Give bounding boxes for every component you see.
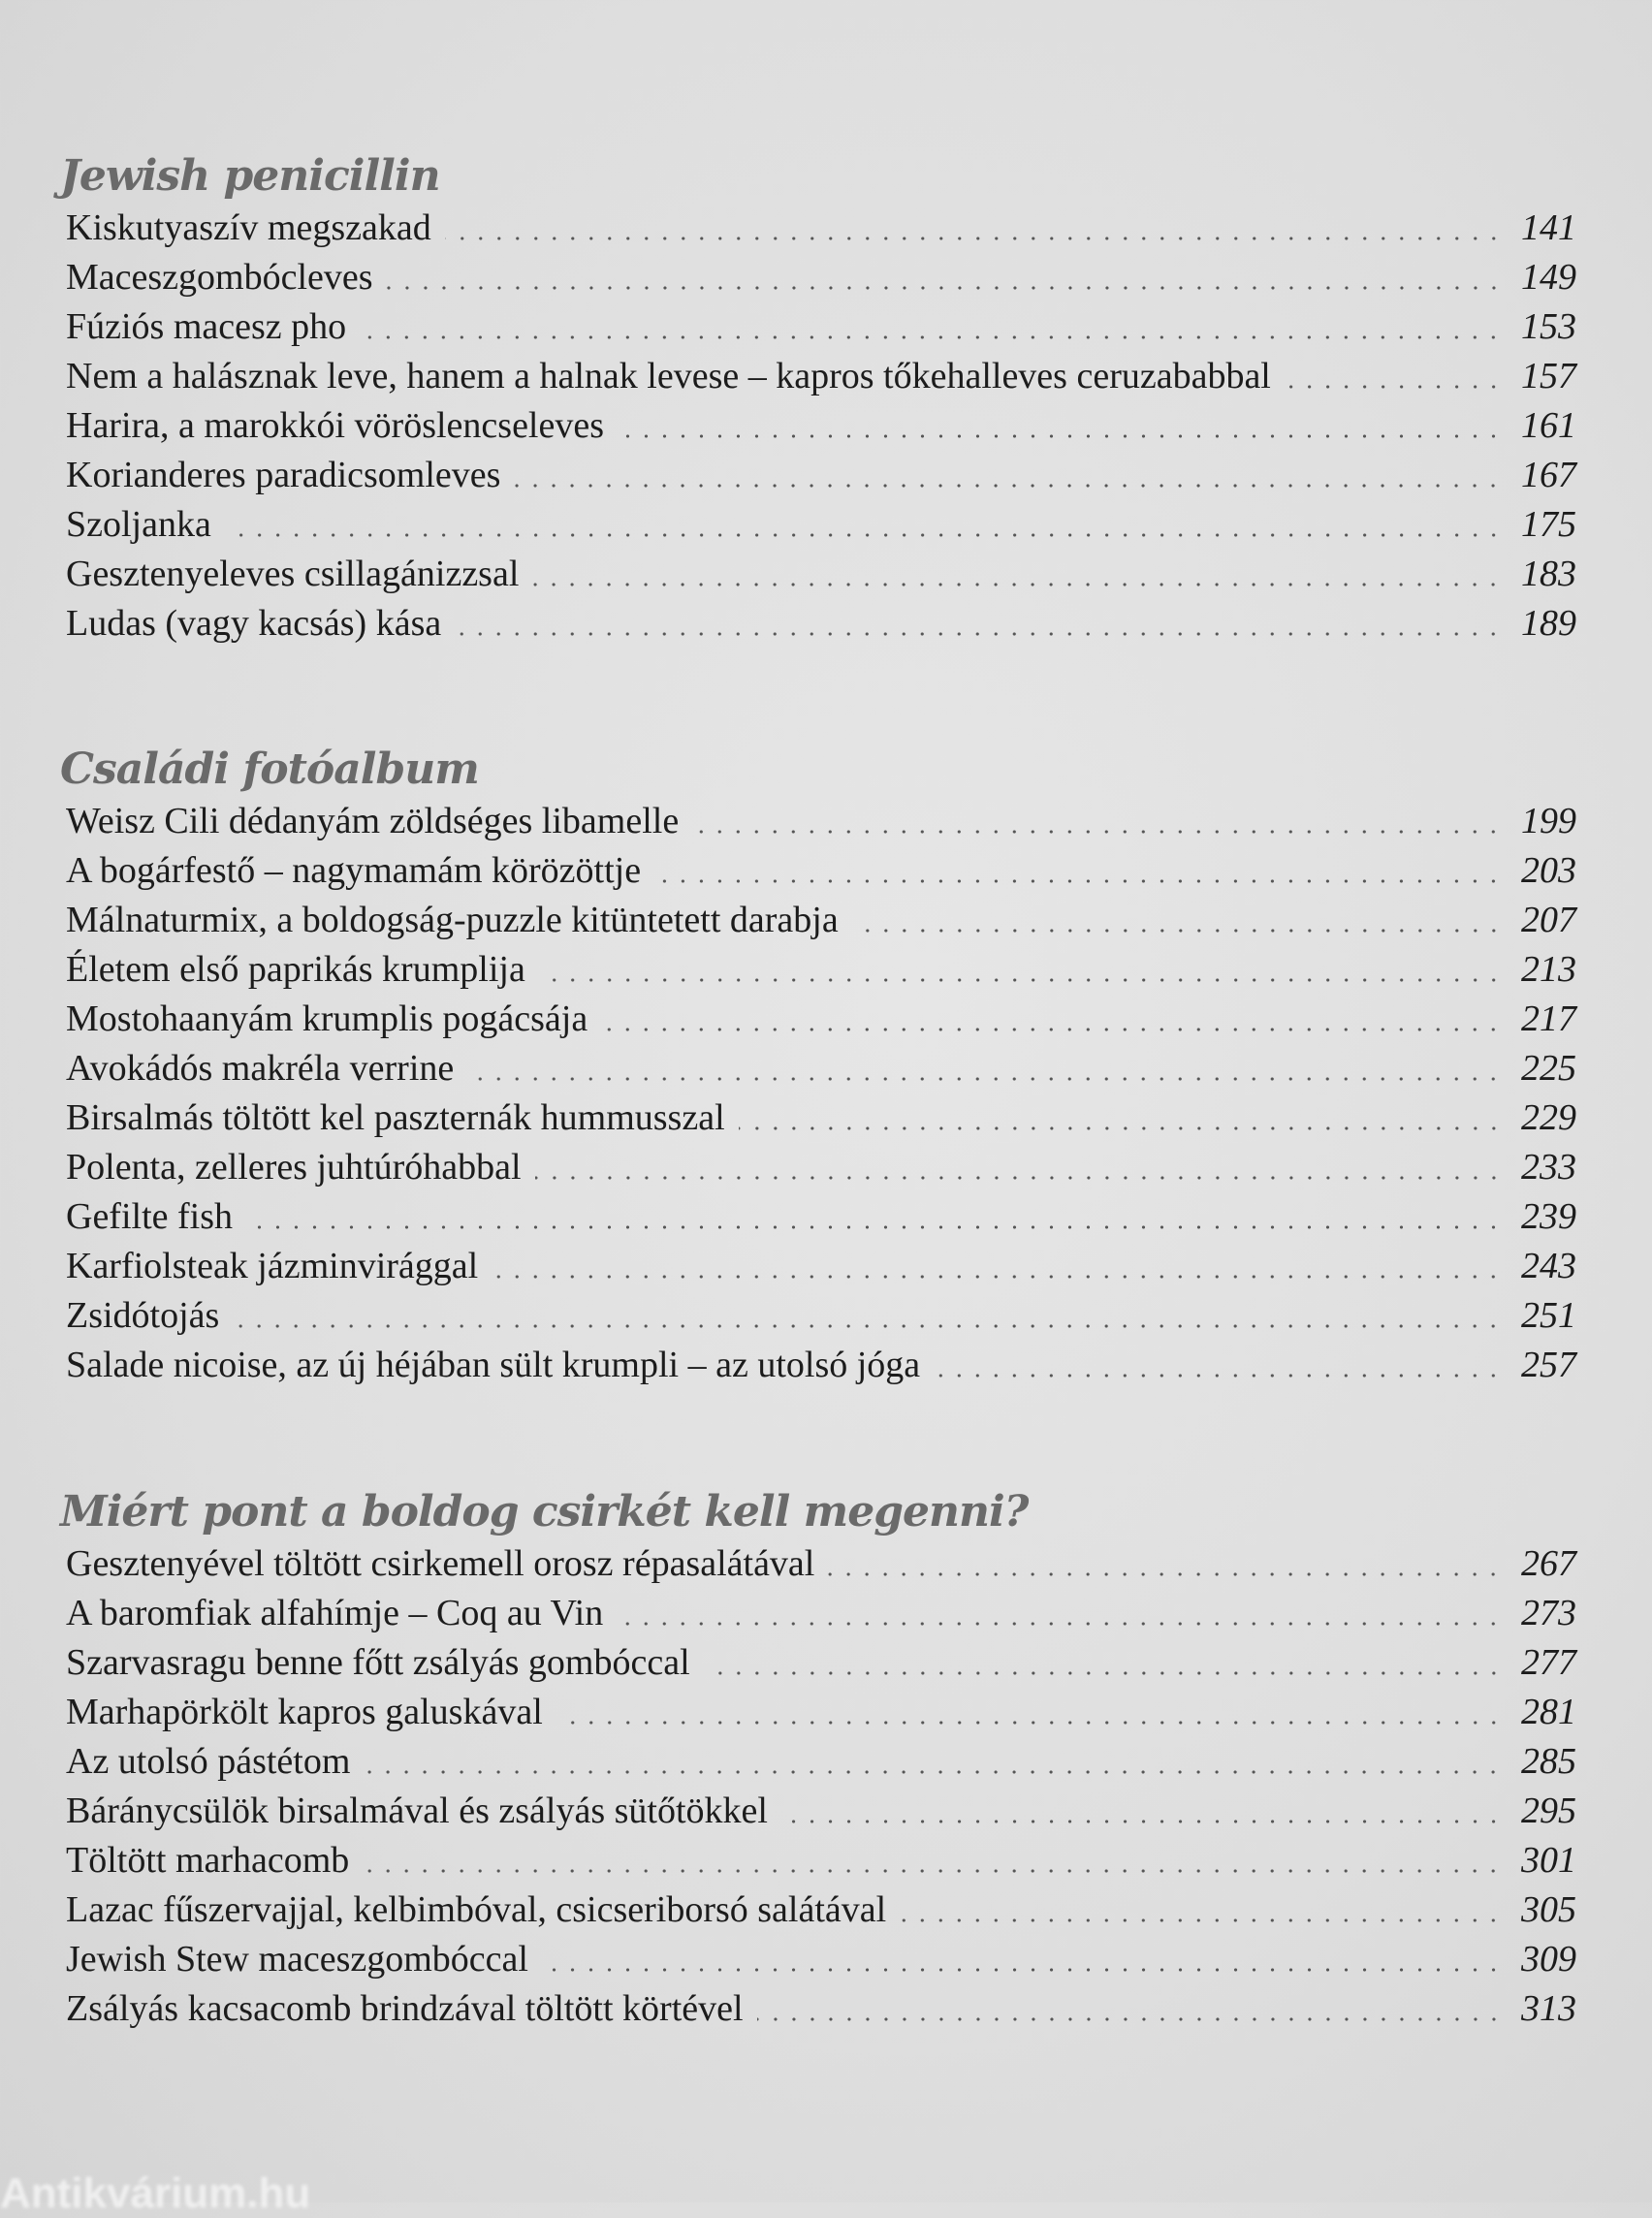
entry-title: Lazac fűszervajjal, kelbimbóval, csicseriborsó salátával — [66, 1889, 887, 1930]
dot-leader — [852, 929, 1503, 933]
dot-leader — [535, 1176, 1503, 1180]
entry-page-number: 203 — [1521, 850, 1576, 891]
entry-title: Karfiolsteak jázminvirággal — [66, 1246, 479, 1286]
dot-leader — [225, 533, 1503, 537]
entry-page-number: 189 — [1521, 603, 1576, 644]
toc-entry — [58, 352, 1576, 401]
dot-leader — [360, 335, 1503, 339]
entry-title: Zsályás kacsacomb brindzával töltött körtével — [66, 1988, 744, 2029]
toc-entry — [58, 1638, 1576, 1688]
dot-leader — [757, 2017, 1503, 2021]
dot-leader — [514, 484, 1503, 488]
entry-title: Gesztenyeleves csillagánizzsal — [66, 554, 520, 594]
toc-entry — [58, 1242, 1576, 1291]
dot-leader — [539, 978, 1503, 982]
dot-leader — [532, 583, 1503, 586]
section-heading: Családi fotóalbum — [60, 745, 479, 794]
toc-entry — [58, 1984, 1576, 2034]
entry-page-number: 217 — [1521, 998, 1576, 1039]
entry-page-number: 199 — [1521, 801, 1576, 841]
entry-title: Gefilte fish — [66, 1196, 234, 1237]
entry-page-number: 157 — [1521, 356, 1576, 396]
entry-page-number: 149 — [1521, 257, 1576, 298]
dot-leader — [601, 1028, 1503, 1031]
entry-page-number: 277 — [1521, 1642, 1576, 1683]
entry-title: Málnaturmix, a boldogság-puzzle kitüntetett darabja — [66, 900, 839, 940]
entry-page-number: 295 — [1521, 1790, 1576, 1831]
entry-page-number: 273 — [1521, 1593, 1576, 1633]
toc-entry — [58, 945, 1576, 995]
dot-leader — [233, 1324, 1503, 1328]
entry-title: Ludas (vagy kacsás) kása — [66, 603, 442, 644]
toc-entry — [58, 1093, 1576, 1143]
entry-page-number: 161 — [1521, 405, 1576, 446]
entry-title: Zsidótojás — [66, 1295, 220, 1336]
toc-entry — [58, 253, 1576, 302]
dot-leader — [364, 1770, 1503, 1774]
toc-entry — [58, 204, 1576, 253]
entry-title: Kiskutyaszív megszakad — [66, 207, 431, 248]
entry-title: Polenta, zelleres juhtúróhabbal — [66, 1147, 522, 1188]
dot-leader — [445, 237, 1503, 240]
entry-page-number: 251 — [1521, 1295, 1576, 1336]
entry-page-number: 207 — [1521, 900, 1576, 940]
toc-entry — [58, 797, 1576, 846]
entry-page-number: 243 — [1521, 1246, 1576, 1286]
entry-page-number: 305 — [1521, 1889, 1576, 1930]
toc-entry — [58, 1836, 1576, 1885]
entry-title: Gesztenyével töltött csirkemell orosz répasalátával — [66, 1543, 815, 1584]
toc-entry — [58, 401, 1576, 451]
entry-title: Salade nicoise, az új héjában sült krumpli – az utolsó jóga — [66, 1345, 921, 1385]
dot-leader — [739, 1126, 1503, 1130]
toc-entry — [58, 995, 1576, 1044]
entry-title: Az utolsó pástétom — [66, 1741, 351, 1782]
toc-entry — [58, 1341, 1576, 1390]
entry-page-number: 239 — [1521, 1196, 1576, 1237]
toc-entry — [58, 599, 1576, 649]
entry-page-number: 141 — [1521, 207, 1576, 248]
entry-page-number: 233 — [1521, 1147, 1576, 1188]
toc-entry — [58, 896, 1576, 945]
dot-leader — [704, 1671, 1503, 1675]
dot-leader — [1285, 385, 1503, 389]
toc-section-2 — [58, 743, 1576, 1390]
entry-title: Báránycsülök birsalmával és zsályás sütőtökkel — [66, 1790, 768, 1831]
entry-page-number: 229 — [1521, 1097, 1576, 1138]
toc-entry — [58, 1291, 1576, 1341]
entry-title: Maceszgombócleves — [66, 257, 373, 298]
entry-title: A bogárfestő – nagymamám körözöttje — [66, 850, 642, 891]
entry-page-number: 213 — [1521, 949, 1576, 990]
entry-page-number: 183 — [1521, 554, 1576, 594]
dot-leader — [455, 632, 1503, 636]
toc-entry — [58, 302, 1576, 352]
dot-leader — [363, 1869, 1503, 1873]
entry-page-number: 225 — [1521, 1048, 1576, 1089]
section-heading: Jewish penicillin — [60, 151, 440, 201]
toc-entry — [58, 1885, 1576, 1935]
entry-page-number: 313 — [1521, 1988, 1576, 2029]
entry-title: Mostohaanyám krumplis pogácsája — [66, 998, 588, 1039]
entry-title: Életem első paprikás krumplija — [66, 949, 525, 990]
watermark: Antikvárium.hu — [0, 2170, 311, 2217]
entry-title: Jewish Stew maceszgombóccal — [66, 1939, 528, 1980]
entry-title: Szarvasragu benne főtt zsályás gombóccal — [66, 1642, 690, 1683]
entry-page-number: 267 — [1521, 1543, 1576, 1584]
entry-title: Marhapörkölt kapros galuskával — [66, 1692, 543, 1732]
toc-entry — [58, 1044, 1576, 1093]
dot-leader — [246, 1225, 1503, 1229]
entry-title: Avokádós makréla verrine — [66, 1048, 455, 1089]
toc-entry — [58, 550, 1576, 599]
dot-leader — [492, 1275, 1503, 1279]
dot-leader — [617, 1622, 1503, 1626]
entry-title: A baromfiak alfahímje – Coq au Vin — [66, 1593, 604, 1633]
toc-entry — [58, 1192, 1576, 1242]
entry-page-number: 167 — [1521, 455, 1576, 495]
entry-page-number: 281 — [1521, 1692, 1576, 1732]
toc-section-1 — [58, 149, 1576, 649]
toc-entry — [58, 1935, 1576, 1984]
dot-leader — [781, 1820, 1503, 1823]
dot-leader — [692, 830, 1503, 834]
toc-entry — [58, 451, 1576, 500]
entry-page-number: 301 — [1521, 1840, 1576, 1881]
entry-page-number: 175 — [1521, 504, 1576, 545]
entry-page-number: 285 — [1521, 1741, 1576, 1782]
toc-entry — [58, 1539, 1576, 1589]
dot-leader — [828, 1572, 1503, 1576]
toc-entry — [58, 1787, 1576, 1836]
entry-title: Nem a halásznak leve, hanem a halnak levese – kapros tőkehalleves ceruzababbal — [66, 356, 1271, 396]
dot-leader — [934, 1374, 1503, 1378]
dot-leader — [618, 434, 1503, 438]
entry-title: Weisz Cili dédanyám zöldséges libamelle — [66, 801, 680, 841]
toc-entry — [58, 1589, 1576, 1638]
entry-title: Fúziós macesz pho — [66, 306, 347, 347]
section-heading: Miért pont a boldog csirkét kell megenni? — [60, 1487, 1029, 1537]
entry-title: Töltött marhacomb — [66, 1840, 350, 1881]
toc-entry — [58, 1737, 1576, 1787]
dot-leader — [387, 286, 1503, 290]
entry-page-number: 153 — [1521, 306, 1576, 347]
entry-page-number: 257 — [1521, 1345, 1576, 1385]
toc-entry — [58, 846, 1576, 896]
toc-section-3 — [58, 1485, 1576, 2034]
dot-leader — [467, 1077, 1503, 1081]
entry-page-number: 309 — [1521, 1939, 1576, 1980]
dot-leader — [556, 1721, 1503, 1725]
entry-title: Szoljanka — [66, 504, 211, 545]
dot-leader — [542, 1968, 1503, 1972]
entry-title: Birsalmás töltött kel paszternák hummusszal — [66, 1097, 725, 1138]
dot-leader — [900, 1918, 1503, 1922]
entry-title: Korianderes paradicsomleves — [66, 455, 501, 495]
toc-entry — [58, 1688, 1576, 1737]
dot-leader — [654, 879, 1503, 883]
toc-entry — [58, 500, 1576, 550]
toc-entry — [58, 1143, 1576, 1192]
entry-title: Harira, a marokkói vöröslencseleves — [66, 405, 605, 446]
